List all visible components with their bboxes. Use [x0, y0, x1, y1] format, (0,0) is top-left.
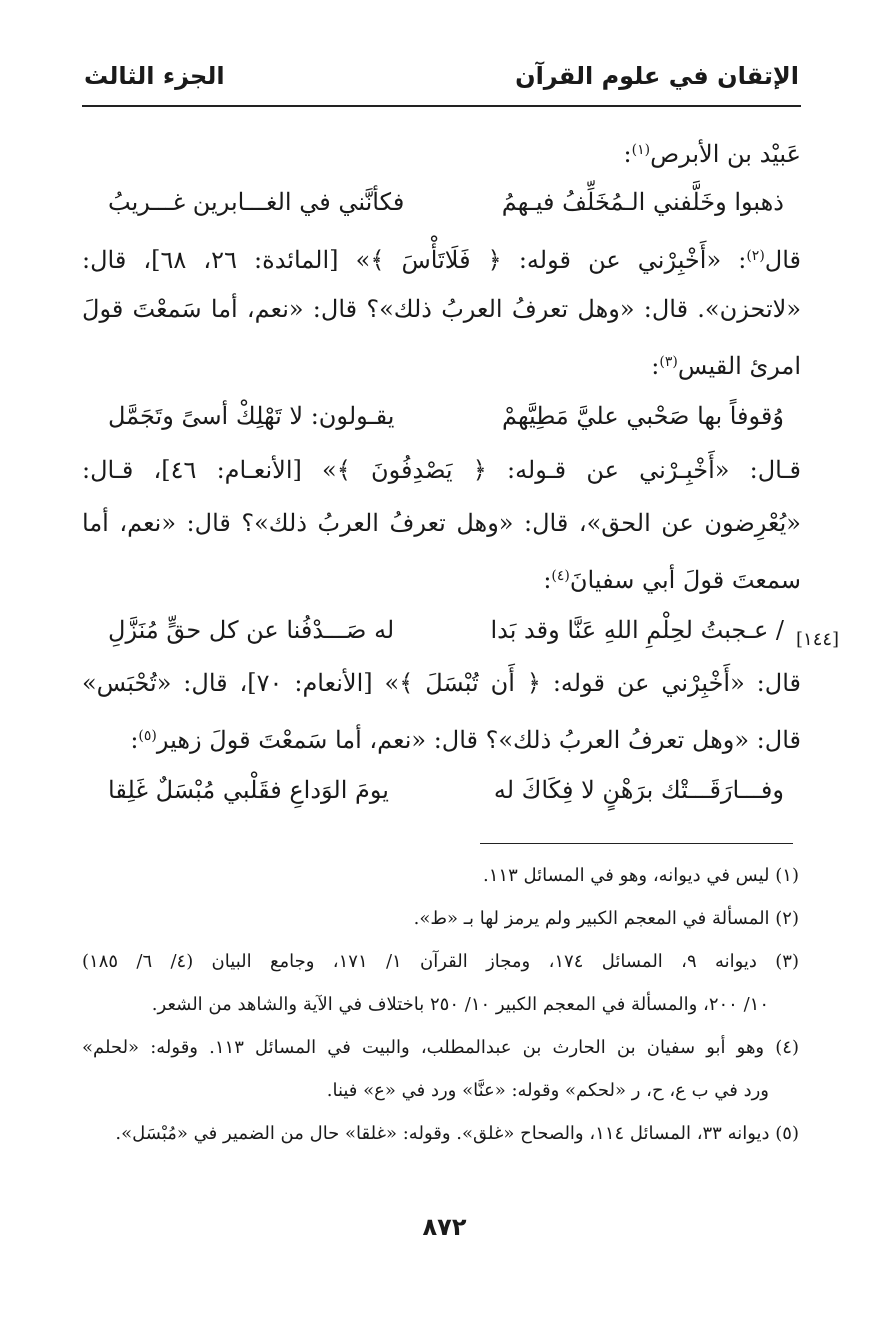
running-header	[84, 54, 799, 98]
text-line	[82, 550, 801, 602]
footnote: (٣) ديوانه ٩، المسائل ١٧٤، ومجاز القرآن ١/ ١٧١، وجامع البيان (٤/ ٦/ ١٨٥)	[82, 951, 799, 972]
punctuation: :	[130, 726, 139, 754]
punctuation: :	[543, 566, 552, 594]
text-line: قال: «أَخْبِرْني عن قوله: ﴿ أَن تُبْسَلَ ﴾» [الأنعام: ٧٠]، قال: «تُحْبَس»	[82, 669, 801, 697]
verse-hemistich-first: ذهبوا وخَلَّفني الـمُخَلِّفُ فيـهمُ	[501, 188, 784, 216]
text-line	[82, 230, 801, 282]
text-line: «لاتحزن». قال: «وهل تعرفُ العربُ ذلك»؟ قال: «نعم، أما سَمعْتَ قولَ	[82, 295, 801, 323]
footnote-continuation: ١٠/ ٢٠٠، والمسألة في المعجم الكبير ١٠/ ٢٥٠ باختلاف في الآية والشاهد من الشعر.	[151, 994, 769, 1015]
text-line	[82, 124, 801, 176]
verse-hemistich-first: / عـجبتُ لحِلْمِ اللهِ عَنَّا وقد بَدا	[490, 616, 784, 644]
footnote-ref: (٣)	[659, 354, 678, 370]
text-line	[82, 710, 801, 762]
book-title: الإتقان في علوم القرآن	[515, 62, 799, 90]
footnote-separator	[480, 843, 793, 844]
verse-hemistich-second: يومَ الوَداعِ فقَلْبي مُبْسَلٌ غَلِقا	[108, 776, 389, 804]
footnote-ref: (٢)	[746, 248, 765, 264]
footnote: (٢) المسألة في المعجم الكبير ولم يرمز لها بـ «ط».	[413, 908, 799, 929]
text-span: قال	[764, 246, 801, 274]
verse-hemistich-second: يقـولون: لا تَهْلِكْ أسىً وتَجَمَّل	[108, 402, 395, 430]
text-line: قـال: «أَخْبِـرْني عن قـوله: ﴿ يَصْدِفُونَ ﴾» [الأنعـام: ٤٦]، قـال:	[82, 456, 801, 484]
header-rule	[82, 105, 801, 107]
poet-name: امرئ القيس	[677, 352, 801, 380]
text-span: قال: «وهل تعرفُ العربُ ذلك»؟ قال: «نعم، أما سَمعْتَ قولَ زهير	[156, 726, 801, 754]
manuscript-folio-mark: [١٤٤]	[796, 629, 840, 650]
punctuation: :	[651, 352, 660, 380]
page-number: ٨٧٢	[422, 1213, 467, 1241]
text-span: سمعتَ قولَ أبي سفيانَ	[569, 566, 801, 594]
verse-hemistich-second: له صَـــدْفُنا عن كل حقٍّ مُنَزَّلِ	[108, 616, 395, 644]
poet-name: عَبيْد بن الأبرص	[650, 140, 801, 168]
verse-hemistich-second: فكأنَّني في الغـــابرين غـــريبُ	[108, 188, 405, 216]
footnote-ref: (٥)	[138, 728, 157, 744]
volume-label: الجزء الثالث	[84, 62, 225, 90]
footnote: (٥) ديوانه ٣٣، المسائل ١١٤، والصحاح «غلق». وقوله: «غلقا» حال من الضمير في «مُبْسَل».	[115, 1123, 799, 1144]
text-line: «يُعْرِضون عن الحق»، قال: «وهل تعرفُ العربُ ذلك»؟ قال: «نعم، أما	[82, 509, 801, 537]
text-line	[82, 336, 801, 388]
footnote: (٤) وهو أبو سفيان بن الحارث بن عبدالمطلب، والبيت في المسائل ١١٣. وقوله: «لحلم»	[82, 1037, 799, 1058]
footnote: (١) ليس في ديوانه، وهو في المسائل ١١٣.	[483, 865, 799, 886]
footnote-ref: (٤)	[551, 568, 570, 584]
punctuation: :	[623, 140, 632, 168]
footnote-ref: (١)	[631, 142, 651, 158]
verse-hemistich-first: وفـــارَقَـــتْك برَهْنٍ لا فِكَاكَ له	[493, 776, 784, 804]
text-span: : «أَخْبِرْني عن قوله: ﴿ فَلَاتَأْسَ ﴾» [المائدة: ٢٦، ٦٨]، قال:	[82, 246, 747, 274]
footnote-continuation: ورد في ب ع، ح، ر «لحكم» وقوله: «عنَّا» ورد في «ع» فينا.	[326, 1080, 769, 1101]
verse-hemistich-first: وُقوفاً بها صَحْبي عليَّ مَطِيَّهمْ	[501, 402, 784, 430]
